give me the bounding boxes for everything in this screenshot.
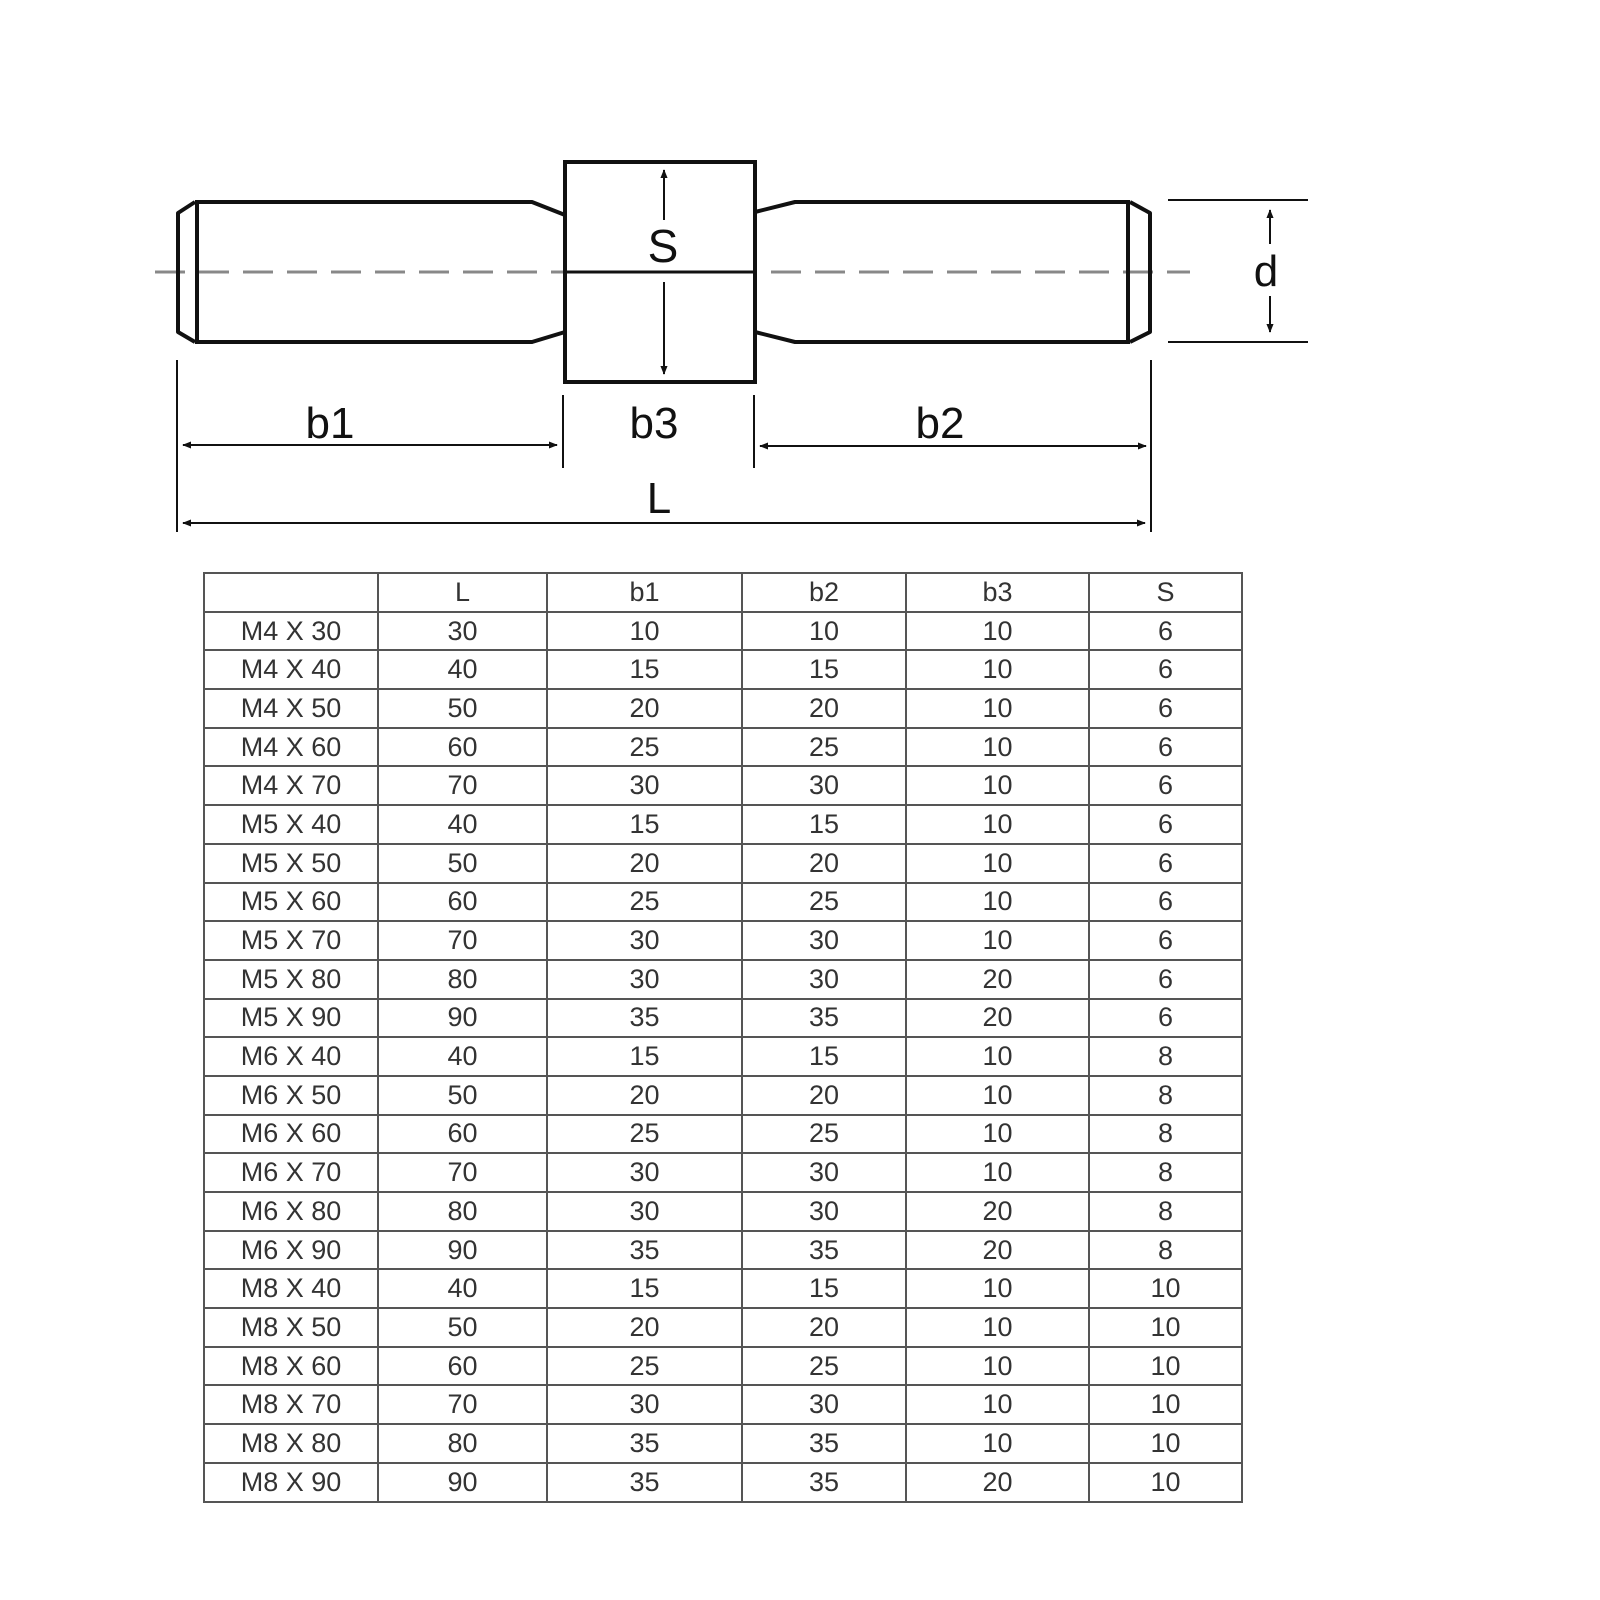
table-row xyxy=(204,1037,1242,1076)
cell-s: 10 xyxy=(1089,1424,1242,1463)
cell-s: 10 xyxy=(1089,1269,1242,1308)
cell-b1: 35 xyxy=(547,1231,742,1270)
cell-s: 6 xyxy=(1089,650,1242,689)
cell-size: M5 X 40 xyxy=(204,805,378,844)
table-header-row xyxy=(204,573,1242,612)
cell-l: 80 xyxy=(378,1424,547,1463)
cell-size: M4 X 70 xyxy=(204,766,378,805)
cell-size: M6 X 40 xyxy=(204,1037,378,1076)
cell-l: 40 xyxy=(378,650,547,689)
cell-b3: 10 xyxy=(906,766,1089,805)
cell-b3: 10 xyxy=(906,1269,1089,1308)
cell-b2: 25 xyxy=(742,1115,906,1154)
cell-b2: 30 xyxy=(742,1192,906,1231)
cell-b1: 35 xyxy=(547,1463,742,1502)
header-l: L xyxy=(378,573,547,612)
cell-l: 70 xyxy=(378,1385,547,1424)
cell-b2: 30 xyxy=(742,921,906,960)
cell-l: 40 xyxy=(378,1269,547,1308)
cell-b3: 20 xyxy=(906,1231,1089,1270)
table-row xyxy=(204,650,1242,689)
cell-s: 10 xyxy=(1089,1347,1242,1386)
cell-size: M5 X 60 xyxy=(204,883,378,922)
table-row xyxy=(204,1269,1242,1308)
cell-l: 60 xyxy=(378,728,547,767)
cell-b3: 10 xyxy=(906,921,1089,960)
cell-b1: 30 xyxy=(547,1385,742,1424)
cell-b2: 35 xyxy=(742,1463,906,1502)
cell-l: 40 xyxy=(378,805,547,844)
cell-b3: 20 xyxy=(906,960,1089,999)
table-row xyxy=(204,728,1242,767)
cell-s: 8 xyxy=(1089,1231,1242,1270)
cell-size: M6 X 50 xyxy=(204,1076,378,1115)
cell-s: 6 xyxy=(1089,689,1242,728)
cell-b3: 10 xyxy=(906,844,1089,883)
dimension-spec-table xyxy=(203,572,1243,1503)
cell-b2: 30 xyxy=(742,1385,906,1424)
cell-size: M5 X 90 xyxy=(204,999,378,1038)
cell-b2: 25 xyxy=(742,728,906,767)
cell-l: 90 xyxy=(378,999,547,1038)
cell-b2: 20 xyxy=(742,1308,906,1347)
cell-s: 6 xyxy=(1089,844,1242,883)
table-row xyxy=(204,689,1242,728)
cell-s: 10 xyxy=(1089,1385,1242,1424)
table-row xyxy=(204,921,1242,960)
cell-b1: 20 xyxy=(547,1308,742,1347)
cell-size: M8 X 60 xyxy=(204,1347,378,1386)
table-row xyxy=(204,1153,1242,1192)
table-row xyxy=(204,1347,1242,1386)
cell-b3: 10 xyxy=(906,883,1089,922)
cell-l: 40 xyxy=(378,1037,547,1076)
cell-b1: 15 xyxy=(547,1269,742,1308)
cell-l: 80 xyxy=(378,960,547,999)
header-b3: b3 xyxy=(906,573,1089,612)
cell-s: 10 xyxy=(1089,1308,1242,1347)
b1-label: b1 xyxy=(305,399,355,448)
cell-size: M4 X 50 xyxy=(204,689,378,728)
cell-b1: 35 xyxy=(547,1424,742,1463)
d-label: d xyxy=(1253,247,1279,296)
cell-s: 6 xyxy=(1089,883,1242,922)
cell-b3: 20 xyxy=(906,1192,1089,1231)
cell-size: M8 X 70 xyxy=(204,1385,378,1424)
cell-b3: 10 xyxy=(906,1037,1089,1076)
s-label: S xyxy=(647,220,679,272)
cell-s: 6 xyxy=(1089,728,1242,767)
table-row xyxy=(204,960,1242,999)
cell-size: M4 X 40 xyxy=(204,650,378,689)
cell-b1: 25 xyxy=(547,1115,742,1154)
cell-s: 8 xyxy=(1089,1192,1242,1231)
cell-b3: 10 xyxy=(906,650,1089,689)
cell-s: 6 xyxy=(1089,766,1242,805)
left-shaft xyxy=(178,202,565,342)
cell-s: 10 xyxy=(1089,1463,1242,1502)
cell-l: 60 xyxy=(378,883,547,922)
cell-l: 80 xyxy=(378,1192,547,1231)
table-row xyxy=(204,1076,1242,1115)
cell-b2: 35 xyxy=(742,999,906,1038)
cell-b3: 20 xyxy=(906,999,1089,1038)
b3-label: b3 xyxy=(629,399,679,448)
cell-b2: 20 xyxy=(742,844,906,883)
cell-s: 8 xyxy=(1089,1076,1242,1115)
cell-b1: 20 xyxy=(547,1076,742,1115)
header-size xyxy=(204,573,378,612)
table-row xyxy=(204,1385,1242,1424)
cell-b1: 10 xyxy=(547,612,742,651)
cell-b3: 20 xyxy=(906,1463,1089,1502)
cell-l: 30 xyxy=(378,612,547,651)
cell-b2: 20 xyxy=(742,1076,906,1115)
table-body xyxy=(204,612,1242,1502)
table-row xyxy=(204,766,1242,805)
cell-b2: 30 xyxy=(742,960,906,999)
cell-b3: 10 xyxy=(906,689,1089,728)
cell-size: M6 X 70 xyxy=(204,1153,378,1192)
cell-l: 50 xyxy=(378,844,547,883)
cell-size: M4 X 60 xyxy=(204,728,378,767)
cell-b3: 10 xyxy=(906,1385,1089,1424)
cell-b3: 10 xyxy=(906,1347,1089,1386)
cell-b3: 10 xyxy=(906,1308,1089,1347)
cell-l: 70 xyxy=(378,766,547,805)
cell-l: 50 xyxy=(378,1308,547,1347)
table-row xyxy=(204,805,1242,844)
cell-b1: 15 xyxy=(547,805,742,844)
cell-b1: 30 xyxy=(547,766,742,805)
cell-b3: 10 xyxy=(906,805,1089,844)
cell-b2: 15 xyxy=(742,1037,906,1076)
cell-b3: 10 xyxy=(906,1424,1089,1463)
cell-b1: 20 xyxy=(547,689,742,728)
cell-s: 8 xyxy=(1089,1115,1242,1154)
cell-b1: 20 xyxy=(547,844,742,883)
table-row xyxy=(204,612,1242,651)
cell-size: M8 X 80 xyxy=(204,1424,378,1463)
header-b1: b1 xyxy=(547,573,742,612)
cell-b2: 25 xyxy=(742,1347,906,1386)
cell-l: 90 xyxy=(378,1231,547,1270)
table-row xyxy=(204,1424,1242,1463)
cell-l: 90 xyxy=(378,1463,547,1502)
header-s: S xyxy=(1089,573,1242,612)
cell-s: 6 xyxy=(1089,999,1242,1038)
table-row xyxy=(204,1308,1242,1347)
cell-l: 70 xyxy=(378,1153,547,1192)
cell-b3: 10 xyxy=(906,1153,1089,1192)
cell-b1: 30 xyxy=(547,960,742,999)
cell-size: M6 X 90 xyxy=(204,1231,378,1270)
cell-b1: 15 xyxy=(547,650,742,689)
cell-b2: 15 xyxy=(742,805,906,844)
stud-dimension-drawing xyxy=(0,0,1600,540)
cell-size: M6 X 80 xyxy=(204,1192,378,1231)
table-row xyxy=(204,999,1242,1038)
table-row xyxy=(204,1115,1242,1154)
cell-b2: 20 xyxy=(742,689,906,728)
cell-s: 6 xyxy=(1089,805,1242,844)
cell-b1: 25 xyxy=(547,1347,742,1386)
cell-s: 6 xyxy=(1089,960,1242,999)
cell-b2: 35 xyxy=(742,1424,906,1463)
cell-l: 50 xyxy=(378,1076,547,1115)
cell-b3: 10 xyxy=(906,1115,1089,1154)
cell-b1: 35 xyxy=(547,999,742,1038)
cell-b2: 35 xyxy=(742,1231,906,1270)
cell-b3: 10 xyxy=(906,1076,1089,1115)
cell-l: 60 xyxy=(378,1347,547,1386)
l-label: L xyxy=(646,474,672,523)
cell-b3: 10 xyxy=(906,612,1089,651)
cell-l: 60 xyxy=(378,1115,547,1154)
cell-s: 6 xyxy=(1089,921,1242,960)
cell-b1: 30 xyxy=(547,1192,742,1231)
cell-size: M8 X 50 xyxy=(204,1308,378,1347)
table-row xyxy=(204,844,1242,883)
cell-b2: 15 xyxy=(742,650,906,689)
cell-size: M4 X 30 xyxy=(204,612,378,651)
cell-size: M8 X 90 xyxy=(204,1463,378,1502)
table-row xyxy=(204,1192,1242,1231)
table-row xyxy=(204,883,1242,922)
cell-b2: 15 xyxy=(742,1269,906,1308)
cell-size: M5 X 70 xyxy=(204,921,378,960)
cell-b2: 30 xyxy=(742,1153,906,1192)
cell-s: 6 xyxy=(1089,612,1242,651)
cell-s: 8 xyxy=(1089,1037,1242,1076)
header-b2: b2 xyxy=(742,573,906,612)
cell-b1: 25 xyxy=(547,728,742,767)
table-row xyxy=(204,1231,1242,1270)
b2-label: b2 xyxy=(915,399,965,448)
cell-b2: 30 xyxy=(742,766,906,805)
cell-size: M5 X 80 xyxy=(204,960,378,999)
cell-s: 8 xyxy=(1089,1153,1242,1192)
cell-b1: 15 xyxy=(547,1037,742,1076)
cell-size: M6 X 60 xyxy=(204,1115,378,1154)
cell-b2: 25 xyxy=(742,883,906,922)
cell-size: M5 X 50 xyxy=(204,844,378,883)
cell-b1: 25 xyxy=(547,883,742,922)
cell-l: 50 xyxy=(378,689,547,728)
cell-b1: 30 xyxy=(547,921,742,960)
cell-l: 70 xyxy=(378,921,547,960)
table-row xyxy=(204,1463,1242,1502)
cell-b1: 30 xyxy=(547,1153,742,1192)
cell-b3: 10 xyxy=(906,728,1089,767)
cell-size: M8 X 40 xyxy=(204,1269,378,1308)
cell-b2: 10 xyxy=(742,612,906,651)
